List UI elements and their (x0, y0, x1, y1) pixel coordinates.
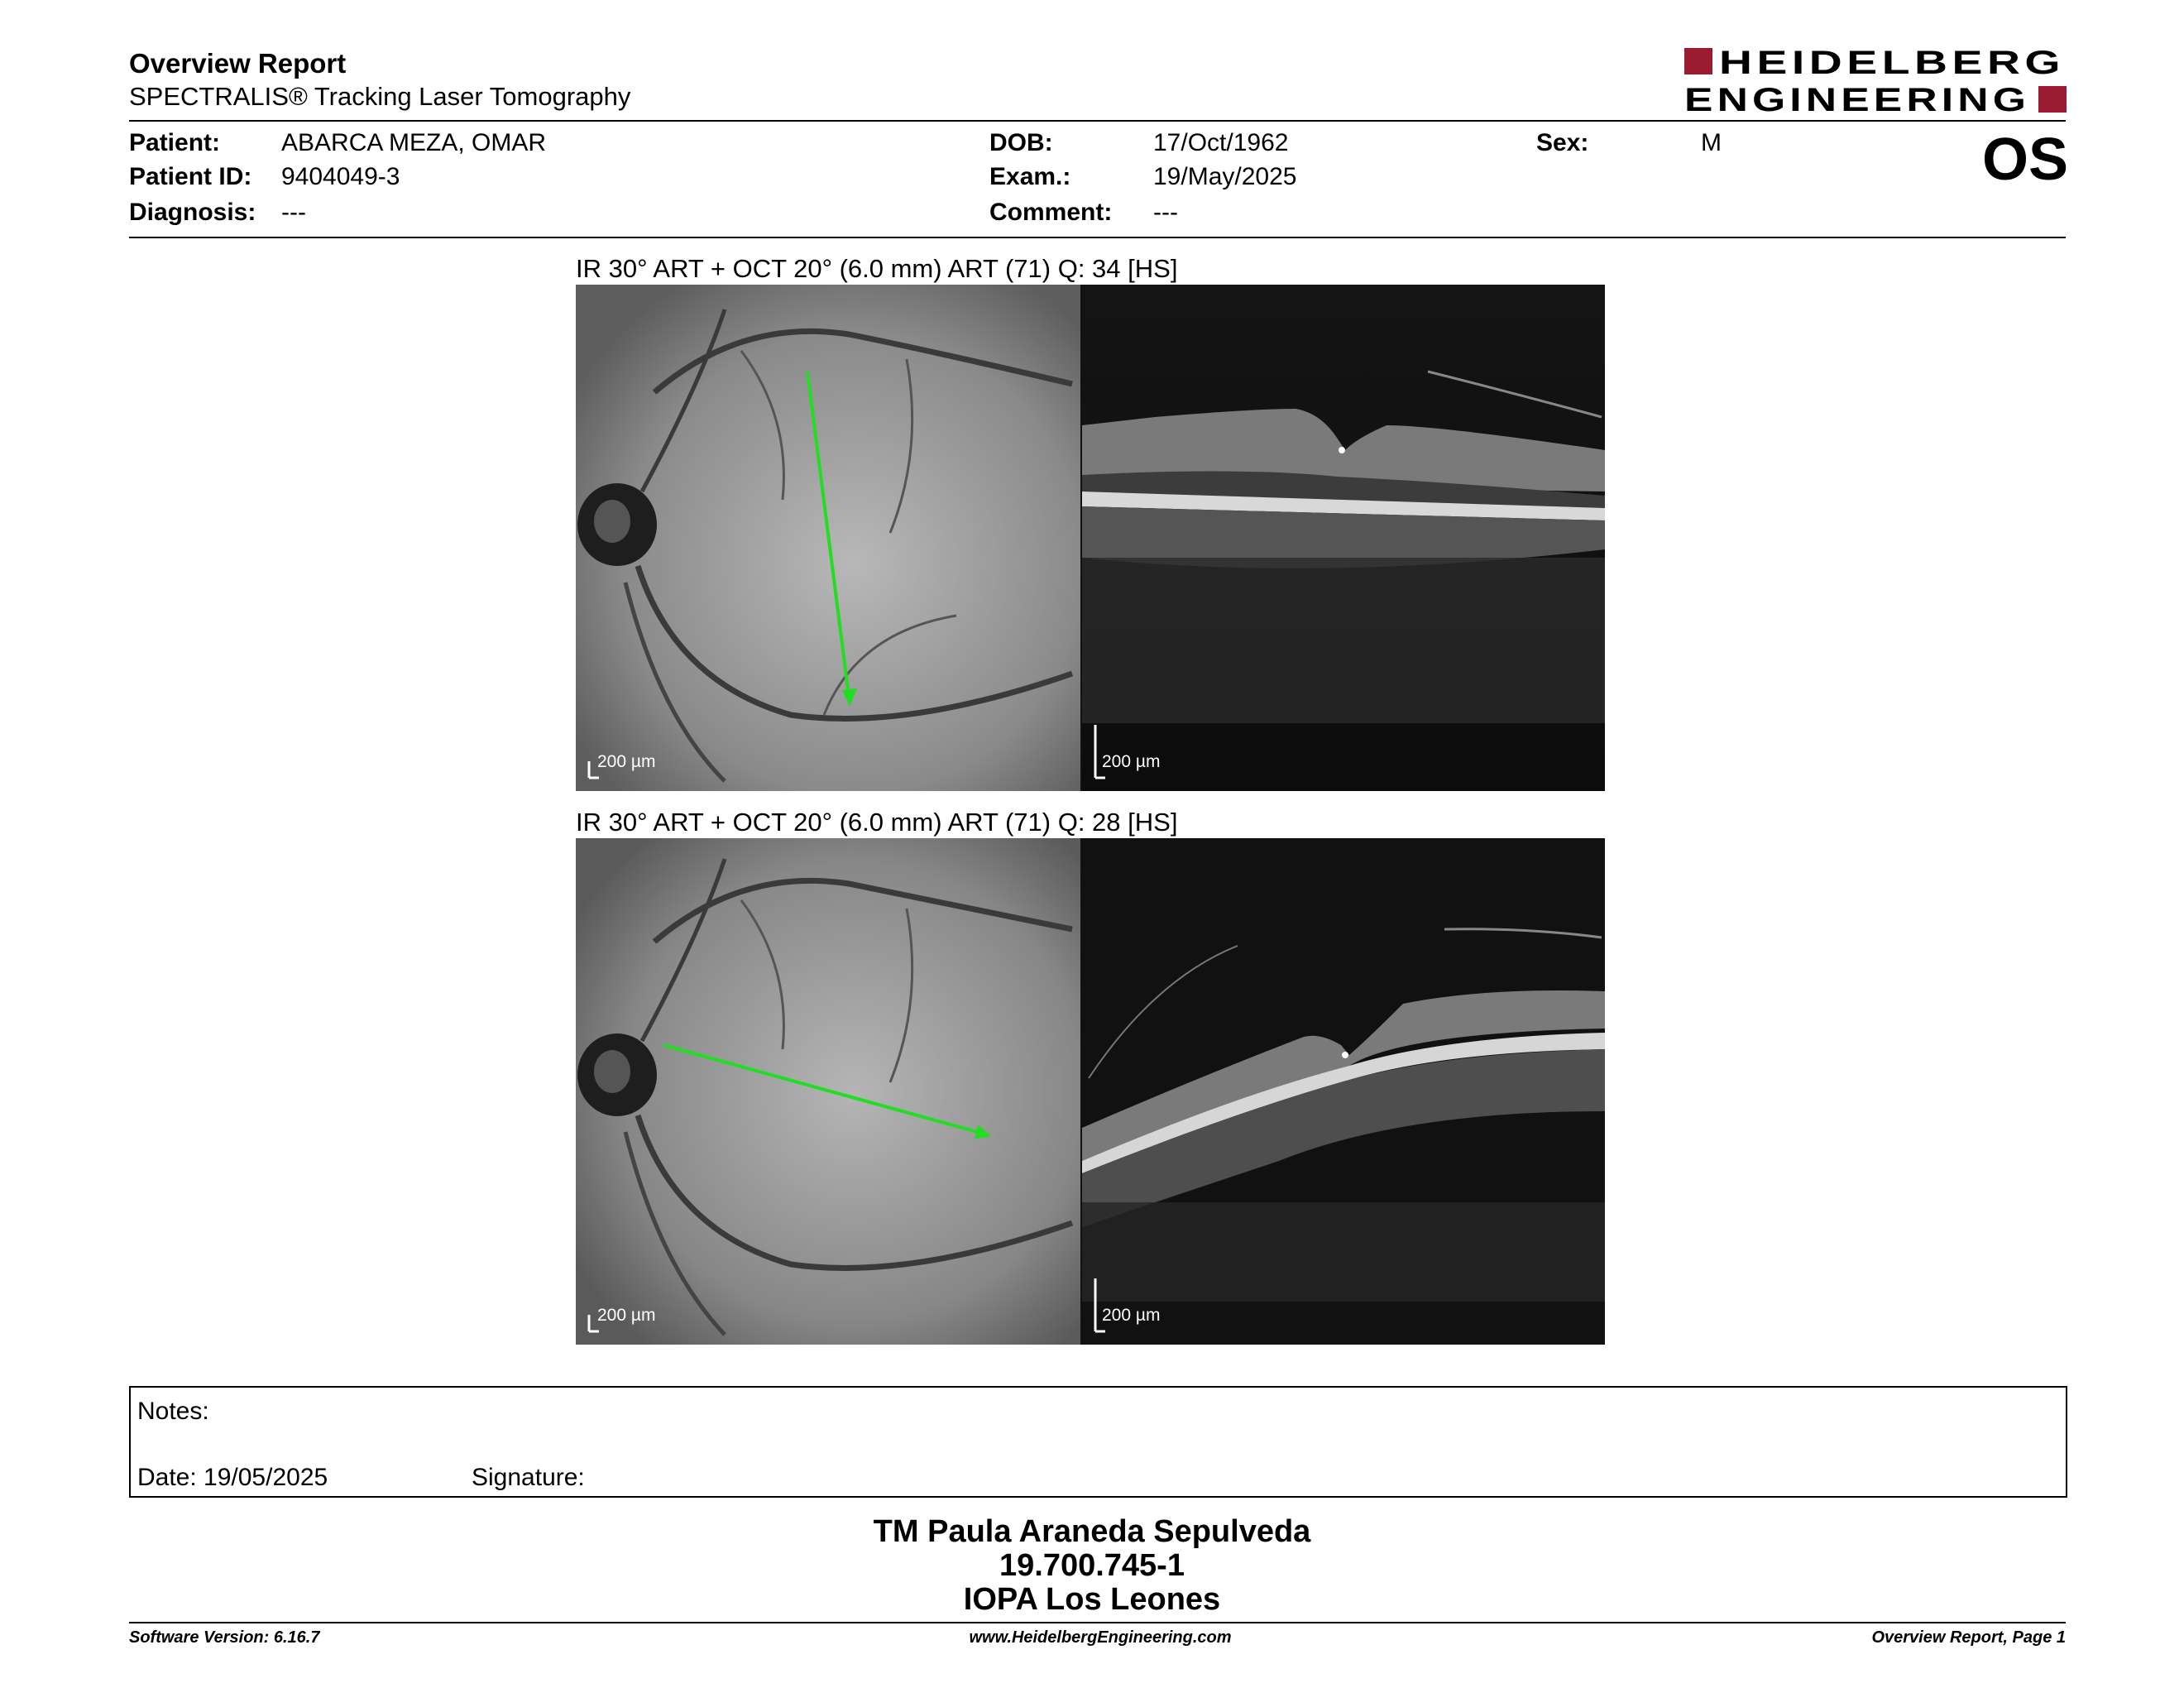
report-title: Overview Report (129, 48, 347, 79)
signature-label: Signature: (472, 1464, 585, 1491)
diagnosis-label: Diagnosis: (129, 199, 256, 226)
sex-value: M (1701, 129, 1722, 156)
website-link[interactable]: www.HeidelbergEngineering.com (969, 1628, 1232, 1647)
patient-label: Patient: (129, 129, 221, 156)
report-subtitle: SPECTRALIS® Tracking Laser Tomography (129, 82, 631, 111)
patient-id: 9404049-3 (281, 163, 400, 190)
patient-divider (129, 237, 2066, 238)
footer-divider (129, 1622, 2066, 1623)
patient-id-label: Patient ID: (129, 163, 252, 190)
scan-panel-1 (576, 285, 1605, 791)
page-number: Overview Report, Page 1 (1871, 1628, 2066, 1647)
technician-id: 19.700.745-1 (999, 1548, 1185, 1583)
clinic-name: IOPA Los Leones (963, 1582, 1221, 1617)
header-divider (129, 120, 2066, 122)
dob-label: DOB: (989, 129, 1053, 156)
ir-fundus-image-2 (576, 838, 1080, 1345)
ir-fundus-image-1 (576, 285, 1080, 791)
scan-caption-2: IR 30° ART + OCT 20° (6.0 mm) ART (71) Q: 28 [HS] (576, 808, 1178, 837)
eye-indicator: OS (1982, 127, 2069, 193)
svg-text:HEIDELBERG: HEIDELBERG (1719, 45, 2065, 81)
comment-value: --- (1153, 199, 1178, 226)
date-label: Date: 19/05/2025 (137, 1464, 328, 1491)
exam-label: Exam.: (989, 163, 1071, 190)
diagnosis-value: --- (281, 199, 306, 226)
svg-text:ENGINEERING: ENGINEERING (1684, 82, 2030, 116)
technician-name: TM Paula Araneda Sepulveda (873, 1514, 1311, 1549)
scale-label-ir-2: 200 µm (597, 1306, 656, 1325)
scan-panel-2 (576, 838, 1605, 1345)
logo-graphic (1684, 45, 2067, 116)
scan-caption-1: IR 30° ART + OCT 20° (6.0 mm) ART (71) Q: 34 [HS] (576, 254, 1178, 283)
dob-value: 17/Oct/1962 (1153, 129, 1289, 156)
notes-label: Notes: (137, 1398, 209, 1425)
oct-bscan-image-2 (1082, 838, 1605, 1345)
heidelberg-logo (1684, 45, 2067, 116)
sex-label: Sex: (1536, 129, 1589, 156)
scale-label-oct-1: 200 µm (1102, 752, 1161, 771)
oct-bscan-image-1 (1082, 285, 1605, 791)
scale-label-ir-1: 200 µm (597, 752, 656, 771)
software-version: Software Version: 6.16.7 (129, 1628, 320, 1647)
exam-date: 19/May/2025 (1153, 163, 1297, 190)
comment-label: Comment: (989, 199, 1113, 226)
scale-label-oct-2: 200 µm (1102, 1306, 1161, 1325)
patient-name: ABARCA MEZA, OMAR (281, 129, 547, 156)
notes-box[interactable] (129, 1386, 2067, 1498)
